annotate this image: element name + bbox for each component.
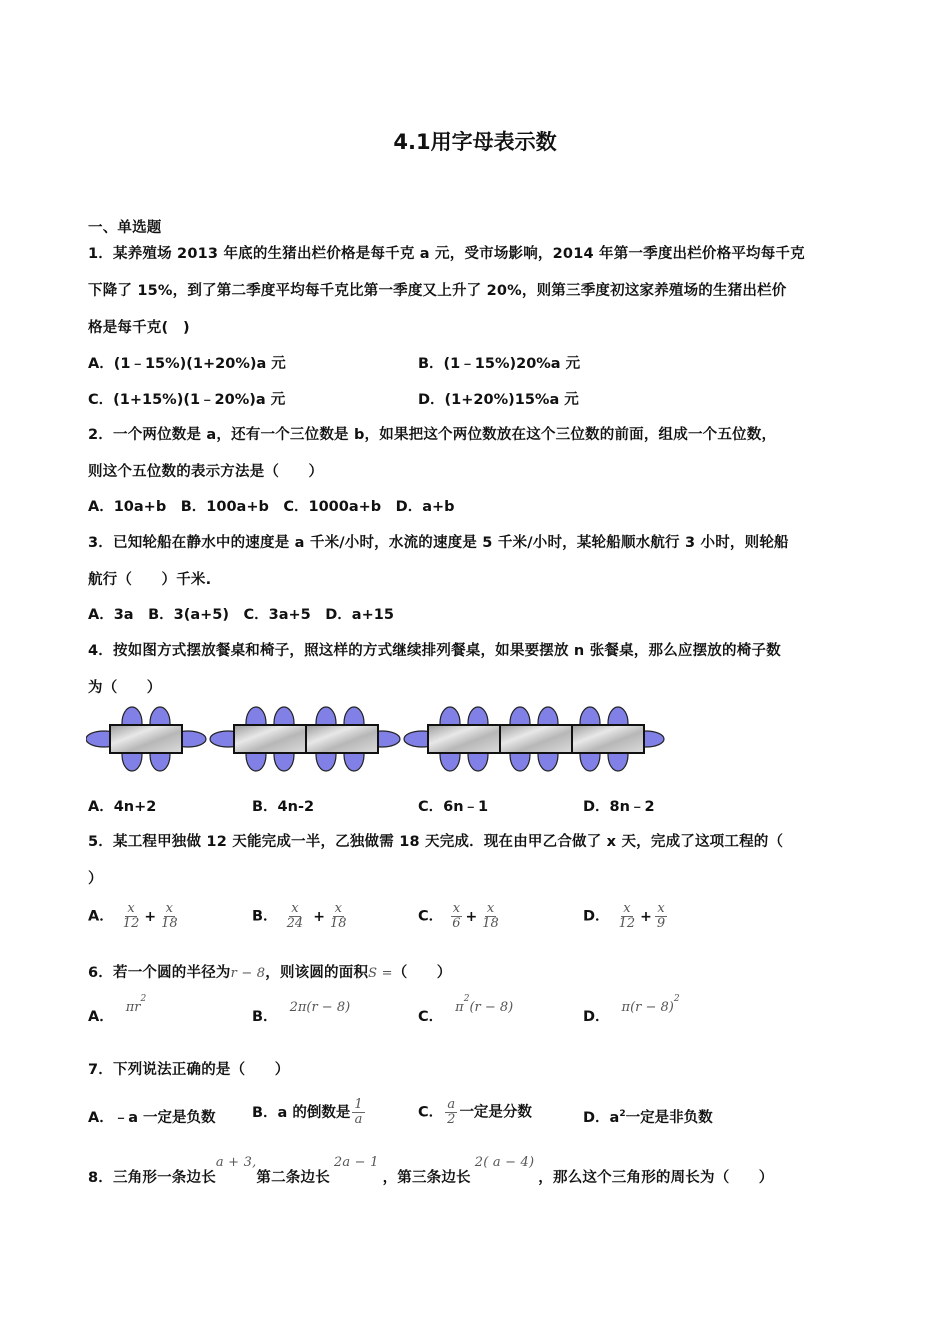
q6-option-c[interactable]: C．$\pi^2(r - 8)$ [418,994,514,1025]
side2-expr: 2a − 1 [333,1155,379,1170]
q4-option-b[interactable]: B．4n-2 [252,799,315,815]
q4-text-line2: 为（ ） [88,680,162,696]
q1-text-line2: 下降了 15%，到了第二季度平均每千克比第一季度又上升了 20%，则第三季度初这家养殖场的生猪出栏价 [88,283,787,299]
q7-option-d[interactable]: D．$a^2$一定是非负数 [583,1109,713,1126]
fraction: $\frac{x}{24}$ [286,901,304,931]
q5-option-c-label: C． [418,908,444,925]
fraction: $\frac{a}{2}$ [447,1097,456,1127]
q3-options[interactable]: A．3a B．3(a+5) C．3a+5 D．a+15 [88,607,394,623]
fraction: $\frac{x}{12}$ [618,901,636,931]
q7-text: 7．下列说法正确的是（ ） [88,1062,290,1078]
q8-text: 8．三角形一条边长a + 3,第二条边长2a − 1，第三条边长2( a − 4)，那么这个三角形的周长为（ ） [88,1155,774,1186]
fraction: $\frac{1}{a}$ [354,1097,363,1127]
q5-option-b-label: B． [252,908,278,925]
q6-option-b[interactable]: B．2π(r − 8) [252,1000,351,1025]
q7-option-c[interactable]: C． $\frac{a}{2}$ 一定是分数 [418,1097,532,1127]
area-symbol: S = [368,966,393,981]
q7-option-a[interactable]: A．﹣a 一定是负数 [88,1110,216,1126]
q1-text-line3: 格是每千克( ) [88,320,190,336]
q2-text-line2: 则这个五位数的表示方法是（ ） [88,464,324,480]
side1-expr: a + 3, [215,1155,257,1170]
q3-text-line2: 航行（ ）千米. [88,572,212,588]
tables-chairs-figure [86,706,666,772]
q1-option-d[interactable]: D．(1+20%)15%a 元 [418,392,579,408]
q5-option-c[interactable]: C． $\frac{x}{6}$ + $\frac{x}{18}$ [418,901,499,931]
q1-option-a[interactable]: A．(1﹣15%)(1+20%)a 元 [88,356,286,372]
q3-text-line1: 3．已知轮船在静水中的速度是 a 千米/小时，水流的速度是 5 千米/小时，某轮船顺水航行 3 小时，则轮船 [88,535,789,551]
q5-text-line2: ） [88,871,103,887]
q6-option-a[interactable]: A．$\pi r^2$ [88,994,147,1025]
q6-option-d[interactable]: D．$\pi(r - 8)^2$ [583,994,680,1025]
fraction: $\frac{x}{9}$ [656,901,666,931]
q5-option-b[interactable]: B． $\frac{x}{24}$ + $\frac{x}{18}$ [252,901,347,931]
q4-option-a[interactable]: A．4n+2 [88,799,157,815]
fraction: $\frac{x}{6}$ [452,901,461,931]
q4-option-c[interactable]: C．6n﹣1 [418,799,489,815]
q4-text-line1: 4．按如图方式摆放餐桌和椅子，照这样的方式继续排列餐桌，如果要摆放 n 张餐桌，那么应摆放的椅子数 [88,643,781,659]
q5-option-a[interactable]: A． $\frac{x}{12}$ + $\frac{x}{18}$ [88,901,178,931]
q2-options[interactable]: A．10a+b B．100a+b C．1000a+b D．a+b [88,499,455,515]
q5-option-d[interactable]: D． $\frac{x}{12}$ + $\frac{x}{9}$ [583,901,666,931]
q1-option-b[interactable]: B．(1﹣15%)20%a 元 [418,356,581,372]
fraction: $\frac{x}{12}$ [122,901,140,931]
radius-expr: r − 8 [230,966,266,981]
fraction: $\frac{x}{18}$ [161,901,178,931]
q6-text: 6．若一个圆的半径为r − 8，则该圆的面积S =（ ） [88,965,452,981]
section-heading: 一、单选题 [88,220,162,236]
q5-text-line1: 5．某工程甲独做 12 天能完成一半，乙独做需 18 天完成．现在由甲乙合做了 x 天，完成了这项工程的（ [88,834,784,850]
q2-text-line1: 2．一个两位数是 a，还有一个三位数是 b，如果把这个两位数放在这个三位数的前面，组成一个五位数， [88,427,777,443]
side3-expr: 2( a − 4) [474,1155,535,1170]
q1-option-c[interactable]: C．(1+15%)(1﹣20%)a 元 [88,392,286,408]
fraction: $\frac{x}{18}$ [482,901,499,931]
fraction: $\frac{x}{18}$ [329,901,347,931]
q1-text-line1: 1．某养殖场 2013 年底的生猪出栏价格是每千克 a 元，受市场影响，2014 年第一季度出栏价格平均每千克 [88,246,805,262]
q7-option-b[interactable]: B．a 的倒数是 $\frac{1}{a}$ [252,1097,363,1127]
q5-option-a-label: A． [88,908,114,925]
page-title: 4.1用字母表示数 [393,130,557,154]
q5-option-d-label: D． [583,908,610,925]
q4-option-d[interactable]: D．8n﹣2 [583,799,655,815]
